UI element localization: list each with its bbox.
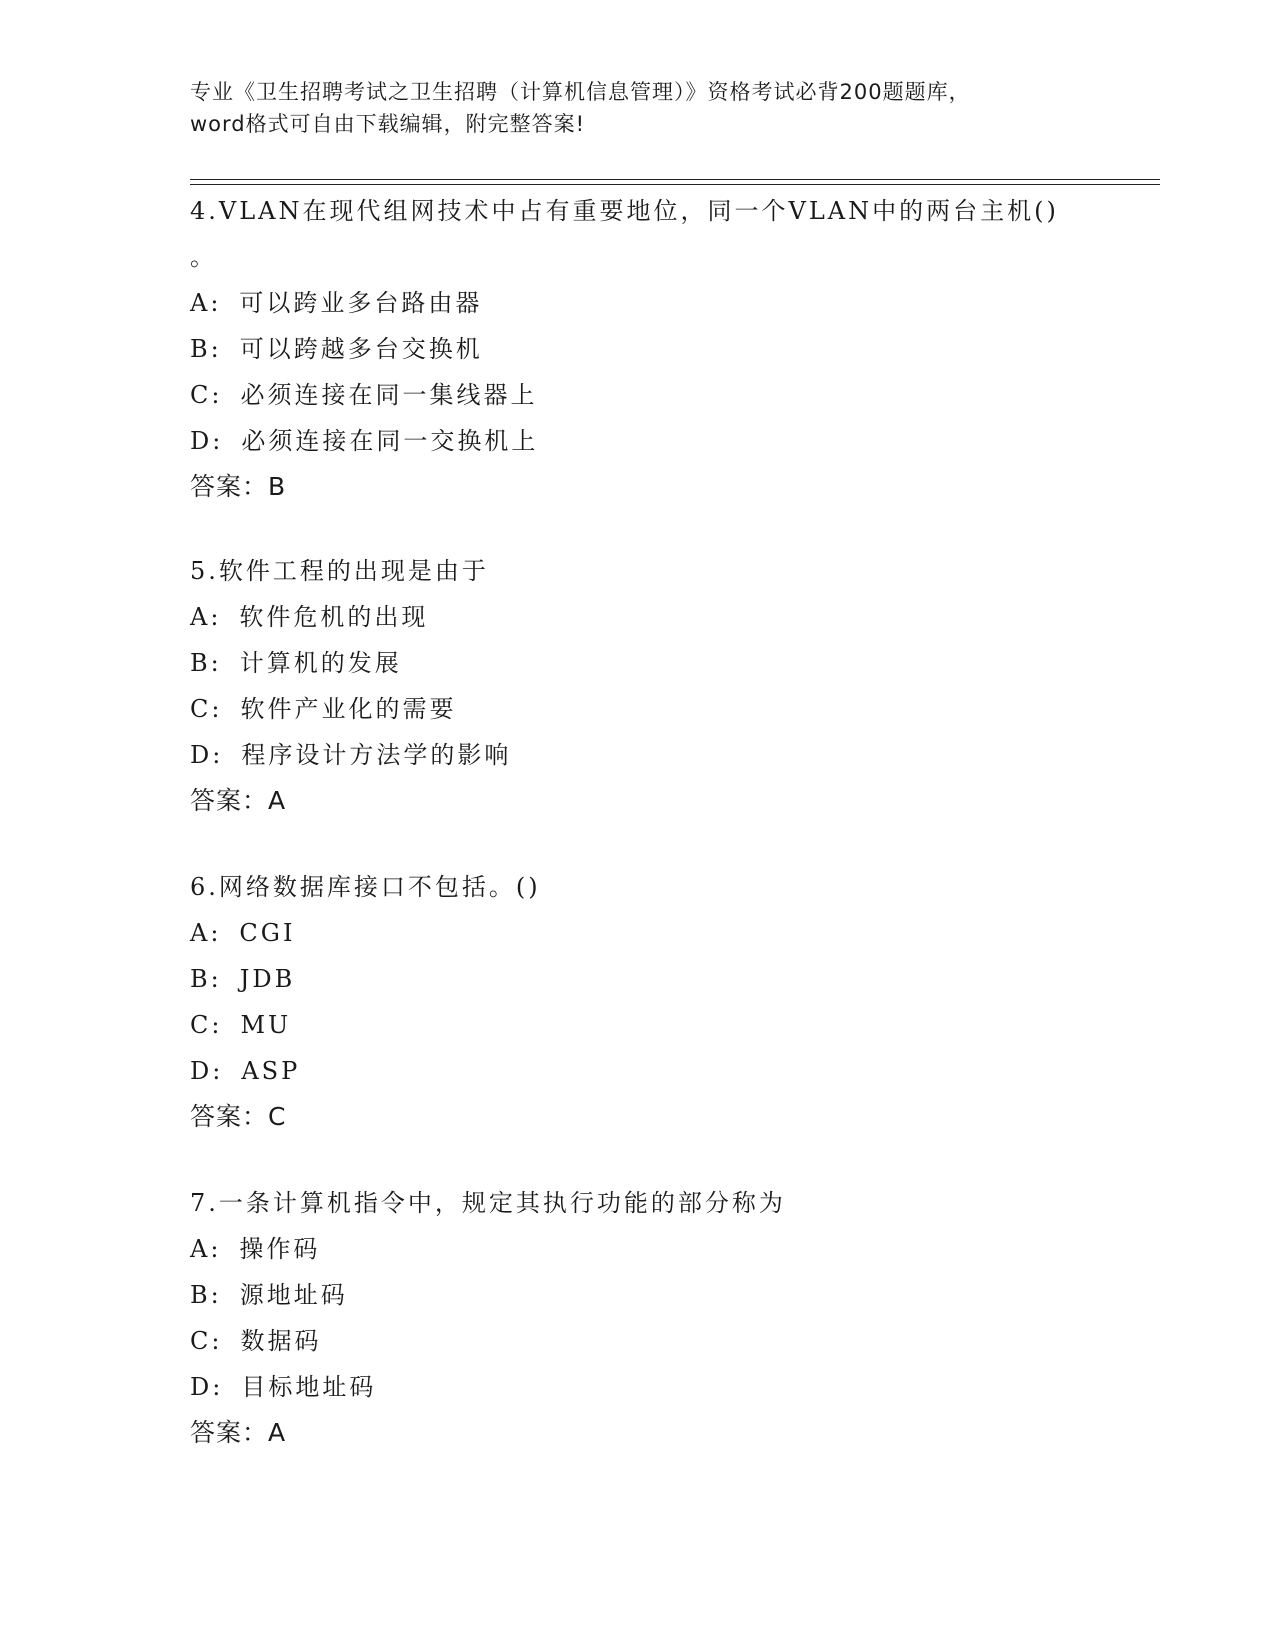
option-text: 必须连接在同一交换机上 <box>241 427 539 455</box>
option-d <box>190 732 1170 778</box>
option-letter: D: <box>190 1057 224 1085</box>
question-block <box>190 1180 1170 1456</box>
question-block <box>190 864 1170 1140</box>
option-letter: A: <box>190 1235 222 1263</box>
option-letter: D: <box>190 427 224 455</box>
header-divider-bottom <box>190 184 1160 185</box>
answer-line <box>190 1410 1170 1456</box>
option-letter: B: <box>190 1281 222 1309</box>
option-d <box>190 1048 1170 1094</box>
option-text: MU <box>240 1011 292 1039</box>
question-stem: 6.网络数据库接口不包括。() <box>190 873 541 901</box>
option-text: 必须连接在同一集线器上 <box>240 381 538 409</box>
option-letter: C: <box>190 1327 223 1355</box>
question-stem-continuation: 。 <box>190 243 217 271</box>
option-text: 软件危机的出现 <box>239 603 429 631</box>
option-c <box>190 372 1170 418</box>
option-text: 可以跨业多台路由器 <box>239 289 483 317</box>
option-letter: C: <box>190 695 223 723</box>
answer-value: C <box>268 1102 287 1131</box>
option-letter: B: <box>190 649 222 677</box>
option-c <box>190 686 1170 732</box>
header-subtitle-line: word格式可自由下载编辑，附完整答案! <box>190 112 586 136</box>
question-stem: 4.VLAN在现代组网技术中占有重要地位，同一个VLAN中的两台主机() <box>190 197 1059 225</box>
question-stem: 7.一条计算机指令中，规定其执行功能的部分称为 <box>190 1189 786 1217</box>
answer-value: B <box>268 472 287 501</box>
answer-line <box>190 778 1170 824</box>
header-title-line: 专业《卫生招聘考试之卫生招聘（计算机信息管理）》资格考试必背200题题库， <box>190 80 971 104</box>
option-text: 程序设计方法学的影响 <box>241 741 512 769</box>
question-block <box>190 548 1170 824</box>
option-c <box>190 1002 1170 1048</box>
option-text: CGI <box>239 919 296 947</box>
option-text: 数据码 <box>240 1327 322 1355</box>
option-b <box>190 956 1170 1002</box>
answer-value: A <box>268 786 287 815</box>
option-b <box>190 1272 1170 1318</box>
question-block <box>190 188 1170 510</box>
option-d <box>190 418 1170 464</box>
option-a <box>190 910 1170 956</box>
answer-value: A <box>268 1418 287 1447</box>
option-text: 计算机的发展 <box>239 649 402 677</box>
option-letter: C: <box>190 1011 223 1039</box>
answer-label: 答案： <box>190 1102 269 1131</box>
option-d <box>190 1364 1170 1410</box>
option-c <box>190 1318 1170 1364</box>
option-a <box>190 280 1170 326</box>
option-letter: C: <box>190 381 223 409</box>
option-letter: A: <box>190 603 222 631</box>
document-header <box>190 76 1090 140</box>
option-text: 可以跨越多台交换机 <box>239 335 483 363</box>
option-letter: B: <box>190 335 222 363</box>
option-letter: D: <box>190 741 224 769</box>
option-letter: A: <box>190 919 222 947</box>
option-letter: B: <box>190 965 222 993</box>
option-letter: A: <box>190 289 222 317</box>
option-text: JDB <box>239 965 296 993</box>
answer-label: 答案： <box>190 786 269 815</box>
option-a <box>190 594 1170 640</box>
answer-line <box>190 1094 1170 1140</box>
option-text: 源地址码 <box>239 1281 348 1309</box>
header-divider-top <box>190 179 1160 180</box>
option-b <box>190 326 1170 372</box>
answer-label: 答案： <box>190 472 269 501</box>
question-stem: 5.软件工程的出现是由于 <box>190 557 489 585</box>
answer-label: 答案： <box>190 1418 269 1447</box>
option-text: 操作码 <box>239 1235 321 1263</box>
option-text: 目标地址码 <box>241 1373 377 1401</box>
option-text: ASP <box>241 1057 301 1085</box>
option-text: 软件产业化的需要 <box>240 695 457 723</box>
option-letter: D: <box>190 1373 224 1401</box>
answer-line <box>190 464 1170 510</box>
option-a <box>190 1226 1170 1272</box>
option-b <box>190 640 1170 686</box>
